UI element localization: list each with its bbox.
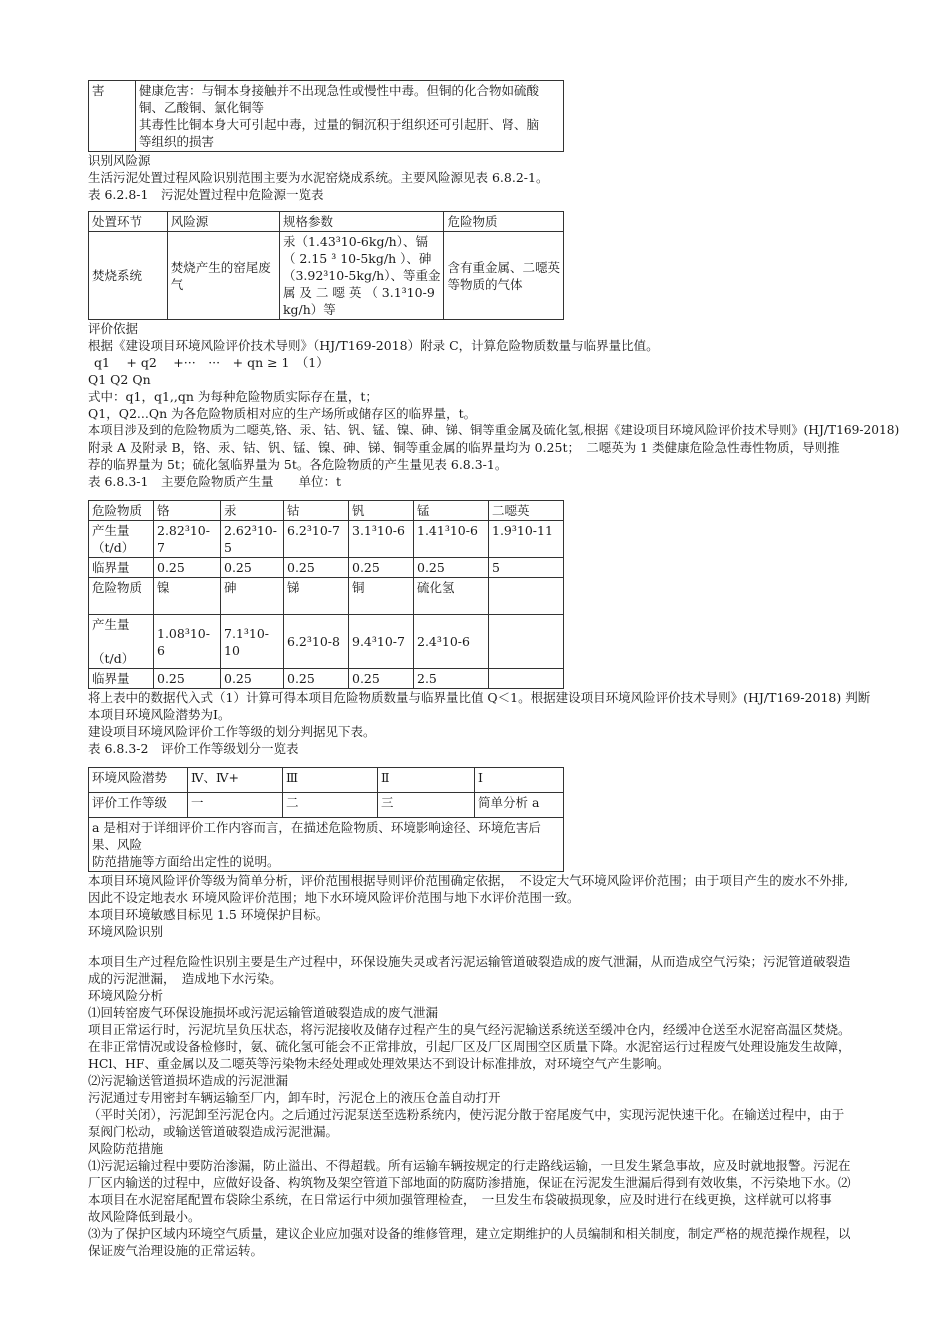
section-heading-risk-analysis: 环境风险分析: [88, 988, 164, 1003]
label-line: （t/d）: [92, 651, 135, 666]
hazard-description-cell: [136, 81, 564, 152]
table-cell: 环境风险潜势: [89, 768, 188, 793]
row-label-cell: [89, 615, 154, 669]
hazard-line: 其毒性比铜本身大可引起中毒，过量的铜沉积于组织还可引起肝、肾、脑: [139, 117, 540, 132]
table-cell: 锰: [414, 501, 489, 521]
definition: 式中：q1，q1,,qn 为每种危险物质实际存在量，t；: [88, 389, 378, 404]
copper-hazard-table: [88, 80, 564, 152]
table-cell: [444, 232, 564, 320]
table-cell: [489, 669, 564, 689]
table-cell: 2.62³10-5: [221, 521, 284, 558]
paragraph: 将上表中的数据代入式（1）计算可得本项目危险物质数量与临界量比值 Q＜1。根据建设项目环境风险评价技术导则》(HJ/T169-2018) 判断: [88, 690, 871, 705]
table-caption: 表 6.2.8-1 污泥处置过程中危险源一览表: [88, 187, 324, 202]
subheading: ⑵污泥输送管道损坏造成的污泥泄漏: [88, 1073, 289, 1088]
table-cell: 二: [283, 793, 378, 818]
paragraph: （平时关闭），污泥卸至污泥仓内。之后通过污泥泵送至选粉系统内，使污泥分散于窑尾废气中，实现污泥快速干化。在输送过程中，由于: [88, 1107, 845, 1122]
table-cell: 铜: [349, 578, 414, 615]
document-page: [88, 80, 900, 1259]
paragraph: 故风险降低到最小。: [88, 1209, 201, 1224]
row-label-cell: 危险物质: [89, 501, 154, 521]
spacer: [88, 940, 900, 953]
table-cell: 9.4³10-7: [349, 615, 414, 669]
table-cell: 2.4³10-6: [414, 615, 489, 669]
row-label-cell: 危险物质: [89, 578, 154, 615]
table-cell: 6.2³10-8: [284, 615, 349, 669]
paragraph: 本项目环境风险潜势为Ⅰ。: [88, 707, 231, 722]
paragraph: 在非正常情况或设备检修时，氨、硫化氢可能会不正常排放，引起厂区及厂区周围空区质量下降。水泥窑运行过程废气处理设施发生故障，: [88, 1039, 851, 1054]
table-cell: 5: [489, 558, 564, 578]
paragraph: 泵阀门松动，或输送管道破裂造成污泥泄漏。: [88, 1124, 339, 1139]
table-caption: 表 6.8.3-1 主要危险物质产生量 单位：t: [88, 474, 341, 489]
table-header-cell: 规格参数: [279, 212, 444, 232]
table-cell: 一: [188, 793, 283, 818]
param-line: 汞（1.43³10-6kg/h）、镉: [282, 234, 428, 249]
table-cell: 简单分析 a: [475, 793, 564, 818]
paragraph: 本项目生产过程危险性识别主要是生产过程中，环保设施失灵或者污泥运输管道破裂造成的废气泄漏，从而造成空气污染；污泥管道破裂造: [88, 954, 851, 969]
paragraph: 成的污泥泄漏， 造成地下水污染。: [88, 971, 282, 986]
param-line: （3.92³10-5kg/h）、等重金: [282, 268, 441, 283]
paragraph: 保证废气治理设施的正常运转。: [88, 1243, 264, 1258]
table-cell: 0.25: [284, 558, 349, 578]
paragraph: 本项目在水泥窑尾配置布袋除尘系统，在日常运行中须加强管理检查， 一旦发生布袋破损现象，应及时进行在线更换，这样就可以将事: [88, 1192, 832, 1207]
table-cell: 焚烧系统: [89, 232, 168, 320]
label-line: 产生量: [92, 617, 130, 632]
paragraph: 本项目环境风险评价等级为简单分析，评价范围根据导则评价范围确定依据， 不设定大气环境风险评价范围；由于项目产生的废水不外排,: [88, 873, 849, 888]
note-line: 果、风险: [92, 837, 143, 852]
paragraph: 根据《建设项目环境风险评价技术导则》（HJ/T169-2018）附录 C，计算危险物质数量与临界量比值。: [88, 338, 659, 353]
paragraph: 本项目涉及到的危险物质为二噁英,铬、汞、钴、钒、锰、镍、砷、锑、铜等重金属及硫化氢,根据《建设项目环境风险评价技术导则》(HJ/T169-2018): [88, 423, 900, 437]
table-cell: 1.9³10-11: [489, 521, 564, 558]
table-cell: 焚烧产生的窑尾废气: [167, 232, 279, 320]
paragraph: 项目正常运行时，污泥坑呈负压状态，将污泥接收及储存过程产生的臭气经污泥输送系统送至缓冲仓内，经缓冲仓送至水泥窑高温区焚烧。: [88, 1022, 851, 1037]
table-cell: 1.08³10-6: [154, 615, 221, 669]
note-line: 防范措施等方面给出定性的说明。: [92, 854, 280, 869]
substance-production-table: [88, 500, 564, 689]
table-cell: 镍: [154, 578, 221, 615]
table-cell: 铬: [154, 501, 221, 521]
table-cell: 汞: [221, 501, 284, 521]
table-cell: Ⅳ、Ⅳ+: [188, 768, 283, 793]
paragraph: 污泥通过专用密封车辆运输至厂内，卸车时，污泥仓上的液压仓盖自动打开: [88, 1090, 501, 1105]
hazard-label-cell: 害: [89, 81, 136, 152]
table-cell: 锑: [284, 578, 349, 615]
label-line: （t/d）: [92, 540, 135, 555]
table-cell: 砷: [221, 578, 284, 615]
table-caption: 表 6.8.3-2 评价工作等级划分一览表: [88, 741, 299, 756]
table-header-cell: 危险物质: [444, 212, 564, 232]
row-label-cell: 临界量: [89, 558, 154, 578]
table-cell: 1.41³10-6: [414, 521, 489, 558]
table-cell: 二噁英: [489, 501, 564, 521]
formula-denominators: Q1 Q2 Qn: [88, 372, 151, 387]
table-cell: 0.25: [154, 669, 221, 689]
section-heading-risk-source: 识别风险源: [88, 153, 151, 168]
table-cell: 0.25: [349, 558, 414, 578]
definition: Q1，Q2...Qn 为各危险物质相对应的生产场所或储存区的临界量，t。: [88, 406, 477, 421]
table-note-cell: [89, 818, 564, 872]
label-line: 产生量: [92, 523, 130, 538]
table-cell: [489, 615, 564, 669]
param-line: 属 及 二 噁 英 （ 3.1³10-9: [282, 285, 435, 300]
table-cell: 钴: [284, 501, 349, 521]
paragraph: 建设项目环境风险评价工作等级的划分判据见下表。: [88, 724, 376, 739]
evaluation-grade-table: [88, 767, 564, 872]
paragraph: 厂区内输送的过程中，应做好设备、构筑物及架空管道下部地面的防腐防渗措施，保证在污泥发生泄漏后得到有效收集，不污染地下水。⑵: [88, 1175, 851, 1190]
table-cell: Ⅱ: [378, 768, 475, 793]
table-cell: 6.2³10-7: [284, 521, 349, 558]
table-cell: 0.25: [154, 558, 221, 578]
table-header-cell: 处置环节: [89, 212, 168, 232]
param-line: kg/h）等: [282, 302, 336, 317]
table-cell: 硫化氢: [414, 578, 489, 615]
formula: q1 + q2 +··· ··· + qn ≥ 1 （1）: [94, 355, 329, 370]
table-cell: [489, 578, 564, 615]
table-cell: 3.1³10-6: [349, 521, 414, 558]
paragraph: 生活污泥处置过程风险识别范围主要为水泥窑烧成系统。主要风险源见表 6.8.2-1。: [88, 170, 549, 185]
section-heading-risk-identification: 环境风险识别: [88, 924, 164, 939]
table-cell: 0.25: [284, 669, 349, 689]
paragraph: 本项目环境敏感目标见 1.5 环境保护目标。: [88, 907, 329, 922]
table-cell: 0.25: [414, 558, 489, 578]
row-label-cell: [89, 521, 154, 558]
table-cell: 评价工作等级: [89, 793, 188, 818]
table-cell: Ⅲ: [283, 768, 378, 793]
table-cell: 三: [378, 793, 475, 818]
section-heading-basis: 评价依据: [88, 321, 139, 336]
table-cell: 7.1³10-10: [221, 615, 284, 669]
paragraph: 荐的临界量为 5t；硫化氢临界量为 5t。各危险物质的产生量见表 6.8.3-1。: [88, 457, 508, 472]
hazard-line: 等组织的损害: [139, 134, 215, 149]
subheading: ⑴回转窑废气环保设施损坏或污泥运输管道破裂造成的废气泄漏: [88, 1005, 439, 1020]
hazard-line: 健康危害：与铜本身接触并不出现急性或慢性中毒。但铜的化合物如硫酸: [139, 83, 540, 98]
hazard-line: 铜、乙酸铜、氯化铜等: [139, 100, 265, 115]
param-line: （ 2.15 ³ 10-5kg/h ）、砷: [282, 251, 432, 266]
table-cell: 2.82³10-7: [154, 521, 221, 558]
table-cell: Ⅰ: [475, 768, 564, 793]
substance-line: 等物质的气体: [447, 276, 523, 292]
paragraph: ⑴污泥运输过程中要防治渗漏，防止溢出、不得超载。所有运输车辆按规定的行走路线运输，一旦发生紧急事故，应及时就地报警。污泥在: [88, 1158, 851, 1173]
table-cell: 0.25: [349, 669, 414, 689]
table-header-cell: 风险源: [167, 212, 279, 232]
paragraph: ⑶为了保护区域内环境空气质量，建议企业应加强对设备的维修管理，建立定期维护的人员编制和相关制度，制定严格的规范操作规程，以: [88, 1226, 851, 1241]
table-cell: 钒: [349, 501, 414, 521]
paragraph: 因此不设定地表水 环境风险评价范围；地下水环境风险评价范围与地下水评价范围一致。: [88, 890, 580, 905]
section-heading-prevention: 风险防范措施: [88, 1141, 164, 1156]
table-cell: 2.5: [414, 669, 489, 689]
hazard-source-table: [88, 211, 564, 320]
note-line: a 是相对于详细评价工作内容而言，在描述危险物质、环境影响途径、环境危害后: [92, 820, 541, 835]
substance-line: 含有重金属、二噁英: [447, 259, 560, 275]
row-label-cell: 临界量: [89, 669, 154, 689]
paragraph: HCl、HF、重金属以及二噁英等污染物未经处理或处理效果达不到设计标准排放，对环境空气产生影响。: [88, 1056, 670, 1071]
table-cell: [279, 232, 444, 320]
paragraph: 附录 A 及附录 B，铬、汞、钴、钒、锰、镍、砷、锑、铜等重金属的临界量均为 0.25t； 二噁英为 1 类健康危险急性毒性物质，导则推: [88, 440, 840, 455]
table-cell: 0.25: [221, 669, 284, 689]
table-cell: 0.25: [221, 558, 284, 578]
